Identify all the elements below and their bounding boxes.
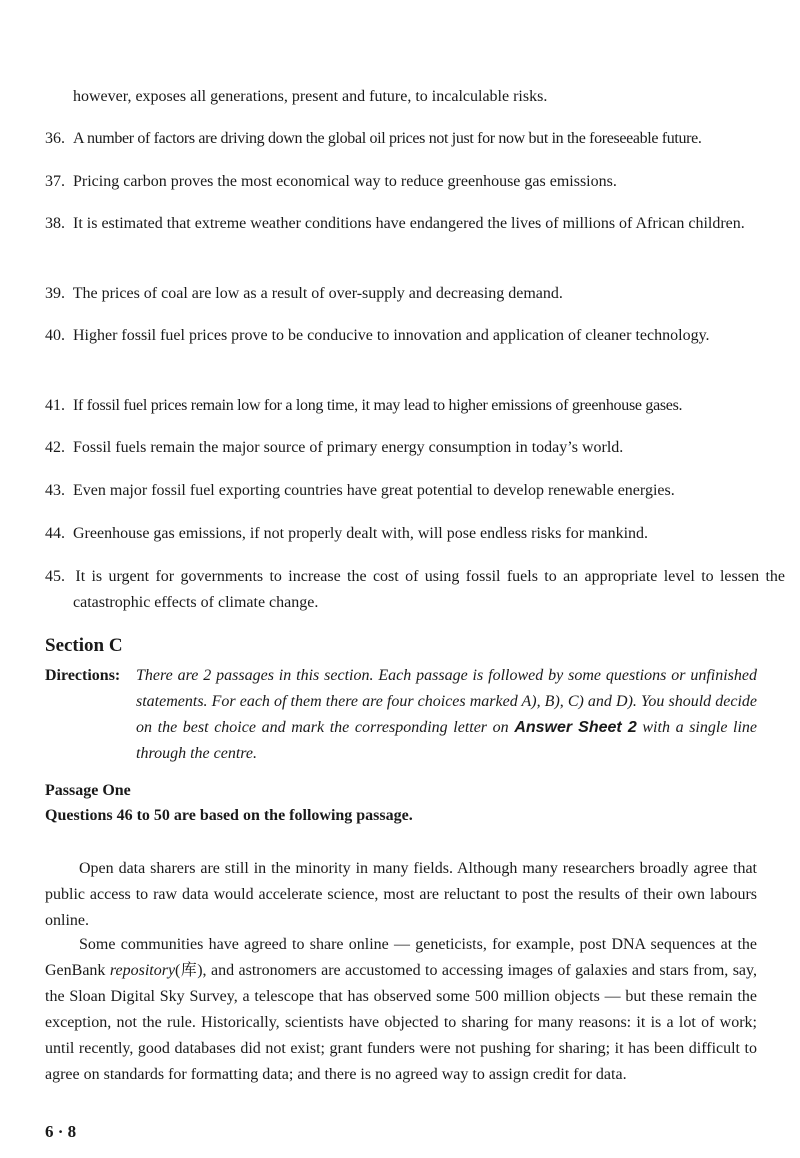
statement-number: 45. [45,568,65,585]
repository-gloss: (库) [175,962,203,979]
statement-text: Pricing carbon proves the most economical way to reduce greenhouse gas emissions. [73,173,617,190]
page-number: 6 · 8 [45,1122,77,1141]
statement-44 [45,521,757,547]
answer-sheet-label: Answer Sheet 2 [514,719,637,736]
directions [45,663,757,767]
directions-end: with a single line through the centre. [136,719,758,762]
statement-text: Greenhouse gas emissions, if not properly dealt with, will pose endless risks for mankind. [73,525,649,542]
statement-43 [45,478,757,504]
paragraph-2-rest: , and astronomers are accustomed to accessing images of galaxies and stars from, say, the Sloan Digital Sky Survey, a telescope that has observed some 500 million objects — but these remain the exception, not the rule. Historically, scientists have objected to sharing for many reasons: it is a lot of work; until recently, good databases did not exist; grant funders were not pushing for sharing; it has been difficult to agree on standards for formatting data; and there is no agreed way to assign credit for data. [45,962,757,1083]
statement-text: If fossil fuel prices remain low for a long time, it may lead to higher emissions of greenhouse gases. [73,397,683,414]
statement-42 [45,435,757,461]
statement-number: 38. [45,215,65,232]
statement-number: 39. [45,285,65,302]
directions-label: Directions: [45,667,121,684]
statement-39 [45,281,757,307]
statement-38 [45,211,785,237]
statement-text: It is urgent for governments to increase the cost of using fossil fuels to an appropriate level to lessen the catastrophic effects of climate change. [73,568,785,611]
continued-line: however, exposes all generations, present and future, to incalculable risks. [73,88,548,105]
statement-36 [45,126,757,152]
statement-number: 40. [45,327,65,344]
statement-number: 41. [45,397,65,414]
statement-41 [45,393,757,419]
statement-number: 43. [45,482,65,499]
statement-number: 36. [45,130,65,147]
repository-term: repository [109,962,176,979]
section-title: Section C [45,635,123,656]
statement-40 [45,323,785,349]
statement-number: 42. [45,439,65,456]
paragraph-1: Open data sharers are still in the minority in many fields. Although many researchers broadly agree that public access to raw data would accelerate science, most are reluctant to post the results of their own labours online. [45,860,757,929]
questions-heading: Questions 46 to 50 are based on the following passage. [45,807,413,824]
paragraph-2 [45,932,757,1088]
statement-37 [45,169,757,195]
directions-text [136,663,757,767]
statement-text: It is estimated that extreme weather conditions have endangered the lives of millions of African children. [73,215,745,232]
directions-body: There are 2 passages in this section. Each passage is followed by some questions or unfinished statements. For each of them there are four choices marked A), B), C) and D). You should decide on the best choice and mark the corresponding letter on [136,667,757,736]
statement-number: 37. [45,173,65,190]
paragraph-2-start: Some communities have agreed to share online — geneticists, for example, post DNA sequences at the GenBank [45,936,757,979]
statement-number: 44. [45,525,65,542]
statement-text: Even major fossil fuel exporting countries have great potential to develop renewable energies. [73,482,675,499]
passage-title: Passage One [45,782,131,799]
statement-text: The prices of coal are low as a result of over-supply and decreasing demand. [72,285,563,302]
statement-text: Fossil fuels remain the major source of primary energy consumption in today’s world. [73,439,624,456]
statement-text: A number of factors are driving down the global oil prices not just for now but in the foreseeable future. [73,130,702,147]
statement-45 [45,564,785,616]
statement-text: Higher fossil fuel prices prove to be conducive to innovation and application of cleaner technology. [73,327,710,344]
